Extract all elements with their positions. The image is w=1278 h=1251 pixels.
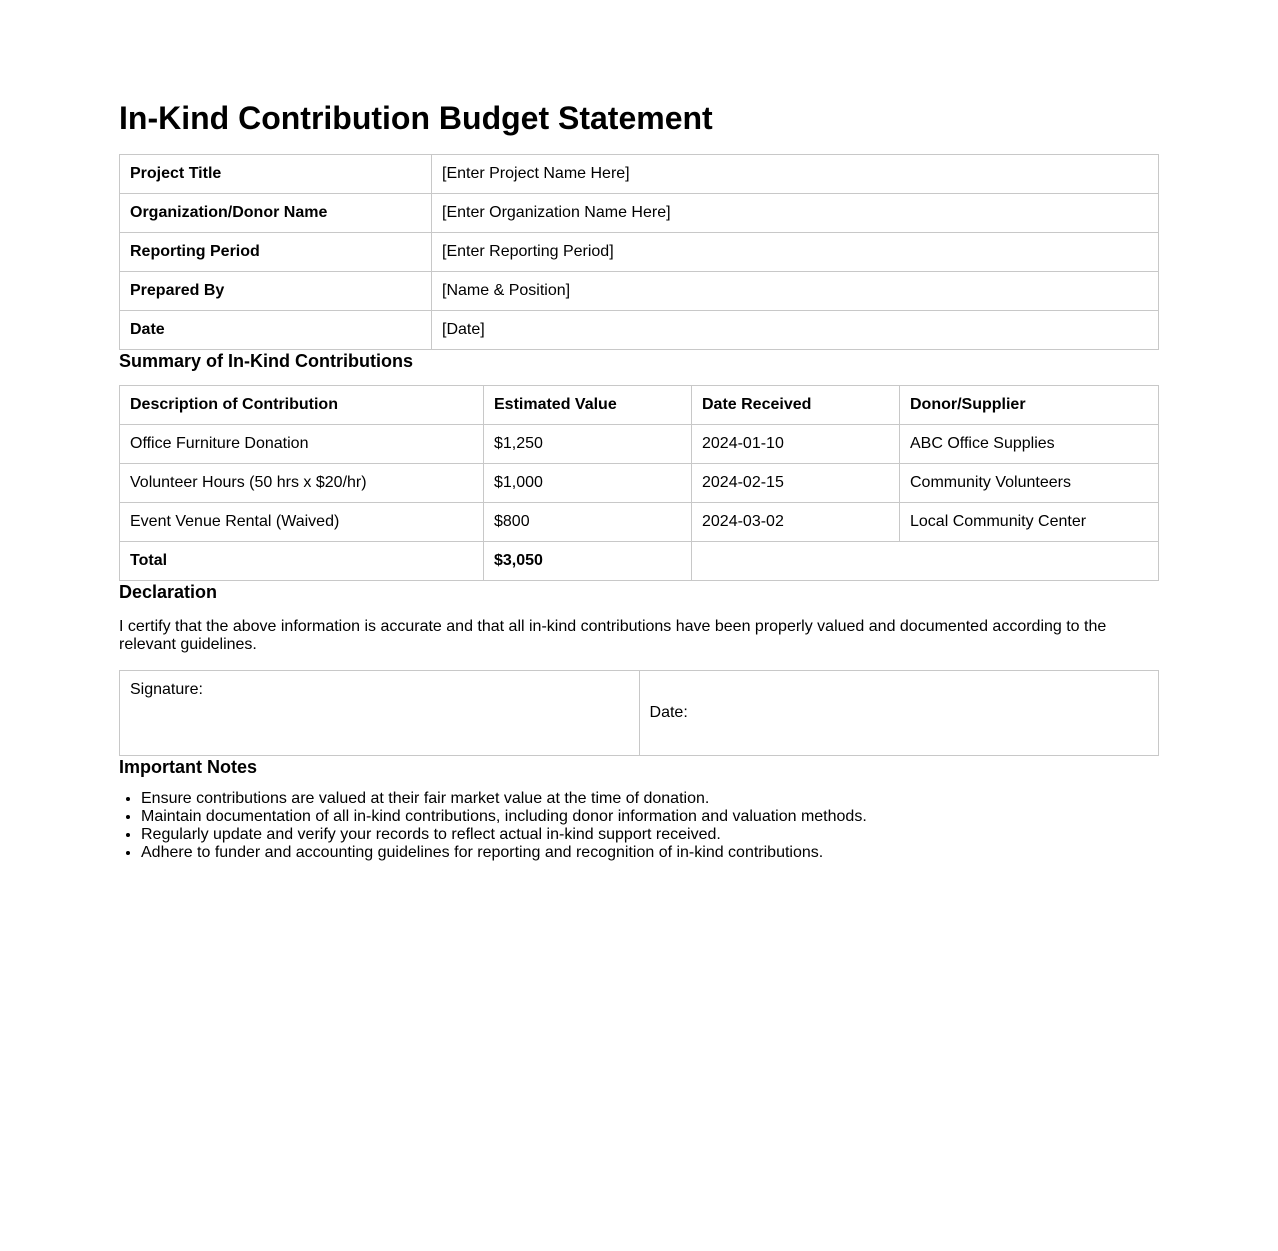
- contributions-table: [119, 385, 1159, 581]
- table-row: [120, 464, 1159, 503]
- column-header: Donor/Supplier: [900, 386, 1159, 425]
- info-row-project-title: [120, 155, 1159, 194]
- signature-date-field[interactable]: Date:: [639, 671, 1158, 756]
- list-item: • Maintain documentation of all in-kind contributions, including donor information and valuation methods.: [141, 808, 1159, 826]
- signature-row: [120, 671, 1159, 756]
- table-cell: 2024-01-10: [692, 425, 900, 464]
- table-header-row: [120, 386, 1159, 425]
- column-header: Description of Contribution: [120, 386, 484, 425]
- info-value: [Enter Organization Name Here]: [432, 194, 1159, 233]
- table-cell: 2024-02-15: [692, 464, 900, 503]
- table-cell: ABC Office Supplies: [900, 425, 1159, 464]
- declaration-text: I certify that the above information is accurate and that all in-kind contributions have been properly valued and documented according to the relevant guidelines.: [119, 618, 1107, 653]
- declaration-heading: Declaration: [119, 582, 218, 602]
- info-value: [Name & Position]: [432, 272, 1159, 311]
- column-header: Estimated Value: [484, 386, 692, 425]
- table-cell: Event Venue Rental (Waived): [120, 503, 484, 542]
- table-cell: $1,250: [484, 425, 692, 464]
- table-row: [120, 425, 1159, 464]
- info-label: Prepared By: [120, 272, 432, 311]
- document-title: In-Kind Contribution Budget Statement: [119, 100, 713, 136]
- info-label: Project Title: [120, 155, 432, 194]
- table-cell: $800: [484, 503, 692, 542]
- info-row-date: [120, 311, 1159, 350]
- info-label: Date: [120, 311, 432, 350]
- info-row-prepared-by: [120, 272, 1159, 311]
- info-value: [Enter Reporting Period]: [432, 233, 1159, 272]
- table-cell: Local Community Center: [900, 503, 1159, 542]
- signature-table: [119, 670, 1159, 756]
- total-value: $3,050: [484, 542, 692, 581]
- list-item: • Ensure contributions are valued at their fair market value at the time of donation.: [141, 790, 1159, 808]
- project-info-table: [119, 154, 1159, 350]
- info-label: Reporting Period: [120, 233, 432, 272]
- total-row: [120, 542, 1159, 581]
- total-label: Total: [120, 542, 484, 581]
- info-row-organization: [120, 194, 1159, 233]
- table-cell: Community Volunteers: [900, 464, 1159, 503]
- table-cell: Volunteer Hours (50 hrs x $20/hr): [120, 464, 484, 503]
- info-label: Organization/Donor Name: [120, 194, 432, 233]
- notes-list: [119, 790, 1159, 862]
- empty-cell: [692, 542, 1159, 581]
- column-header: Date Received: [692, 386, 900, 425]
- info-value: [Enter Project Name Here]: [432, 155, 1159, 194]
- notes-heading: Important Notes: [119, 757, 258, 777]
- signature-field[interactable]: Signature:: [120, 671, 640, 756]
- list-item: • Regularly update and verify your records to reflect actual in-kind support received.: [141, 826, 1159, 844]
- table-cell: Office Furniture Donation: [120, 425, 484, 464]
- list-item: • Adhere to funder and accounting guidelines for reporting and recognition of in-kind contributions.: [141, 844, 1159, 862]
- table-row: [120, 503, 1159, 542]
- info-row-reporting-period: [120, 233, 1159, 272]
- summary-heading: Summary of In-Kind Contributions: [119, 351, 413, 371]
- info-value: [Date]: [432, 311, 1159, 350]
- table-cell: $1,000: [484, 464, 692, 503]
- table-cell: 2024-03-02: [692, 503, 900, 542]
